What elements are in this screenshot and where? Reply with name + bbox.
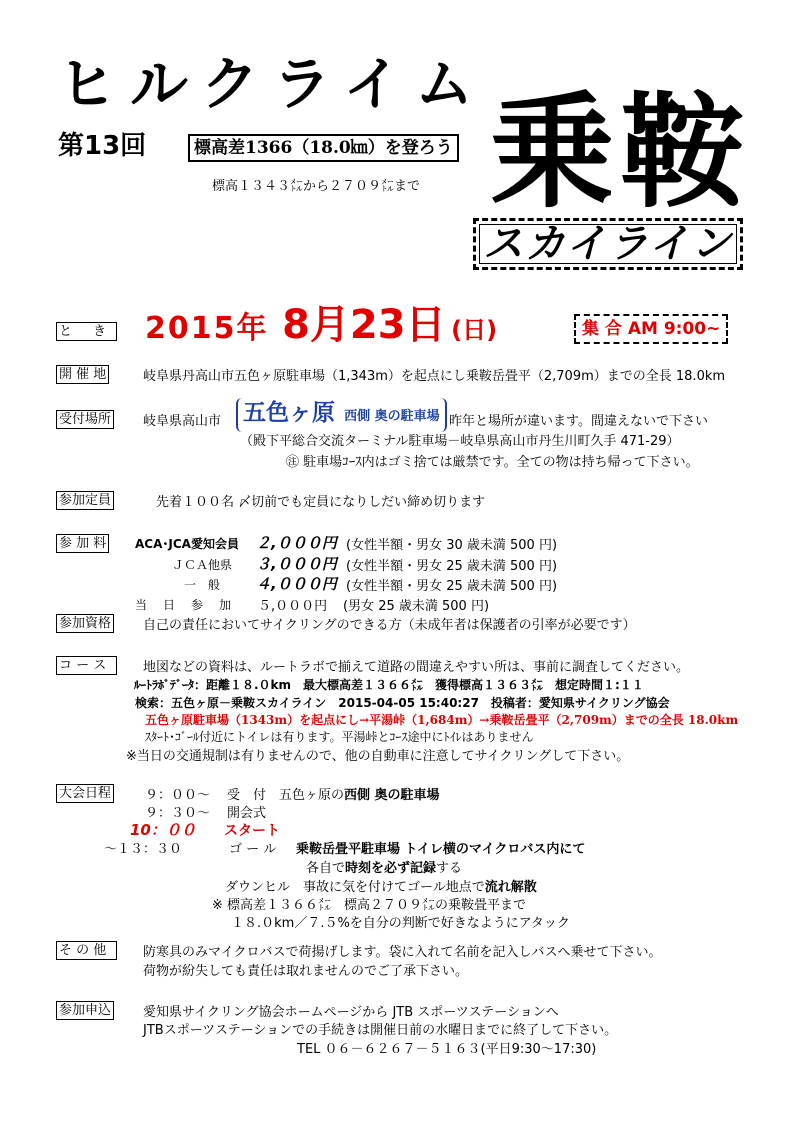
course-line-4: 五色ヶ原駐車場（1343m）を起点にし→平湯峠（1,684m）→乗鞍岳畳平（2,709m）までの全長 18.0km xyxy=(145,713,739,727)
section-label-course: コ ー ス xyxy=(56,656,117,675)
attack-note-2: １８.０km／７.５%を自分の判断で好きなようにアタック xyxy=(231,916,570,931)
capacity-text: 先着１００名 〆切前でも定員になりしだい締め切ります xyxy=(156,495,486,510)
course-line-3: 検索：五色ヶ原－乗鞍スカイライン 2015-04-05 15:40:27 投稿者：愛知県サイクリング協会 xyxy=(135,696,670,710)
downhill-note xyxy=(225,876,537,895)
schedule-text-1 xyxy=(227,784,440,803)
apply-line-2: JTBスポーツステーションでの手続きは開催日前の水曜日までに終了して下さい。 xyxy=(143,1023,618,1038)
schedule-text-2: 開会式 xyxy=(227,806,267,821)
event-date xyxy=(145,303,497,355)
other-line-1: 防寒具のみマイクロバスで荷揚げします。袋に入れて名前を記入しバスへ乗せて下さい。 xyxy=(143,945,662,960)
record-post: する xyxy=(436,861,463,876)
section-label-venue: 開 催 地 xyxy=(56,365,109,384)
reception-place-big: 五色ヶ原 xyxy=(243,400,335,426)
section-label-capacity: 参加定員 xyxy=(56,491,114,510)
subtitle-text: スカイライン xyxy=(483,221,733,267)
schedule-reception: 受 付 五色ヶ原の xyxy=(227,788,345,803)
apply-tel: TEL ０６－６２６７－５１６３(平日9:30～17:30) xyxy=(297,1042,597,1057)
downhill-bold: 流れ解散 xyxy=(484,880,537,895)
other-line-2: 荷物が紛失しても責任は取れませんのでご了承下さい。 xyxy=(143,964,469,979)
main-title: ヒルクライム xyxy=(58,50,488,118)
fee-cat-3: 一 般 xyxy=(184,578,221,592)
goal-place: 乗鞍岳畳平駐車場 トイレ横のマイクロバス内にて xyxy=(296,842,586,857)
elevation-note: 標高１３４３㍍から２７０９㍍まで xyxy=(212,179,421,194)
schedule-time-2: ９：３０～ xyxy=(145,806,211,821)
reception-note: ㊟ 駐車場ｺｰｽ内はゴミ捨ては厳禁です。全ての物は持ち帰って下さい。 xyxy=(286,455,699,470)
reception-pre: 岐阜県高山市 xyxy=(143,414,222,429)
goal-label: ゴ ー ル xyxy=(229,842,277,857)
event-weekday: (日) xyxy=(451,316,498,344)
attack-note-1: ※ 標高差１３６６㍍ 標高２７０９㍍の乗鞍畳平まで xyxy=(212,898,527,913)
course-line-2: ﾙｰﾄﾗﾎﾞﾃﾞｰﾀ：距離１８.０km 最大標高差１３６６㍍ 獲得標高１３６３㍍ 想定時間１:１１ xyxy=(134,678,644,692)
subtitle-banner xyxy=(473,218,743,270)
reception-place-box xyxy=(236,398,447,432)
fee-price-sameday: ５,０００円 xyxy=(258,599,328,614)
fee-note-sameday: (男女 25 歳未満 500 円) xyxy=(343,599,490,614)
record-pre: 各自で xyxy=(306,861,346,876)
fee-price-2: ３,０００円 xyxy=(256,555,337,573)
downhill-pre: ダウンヒル 事故に気を付けてゴール地点で xyxy=(225,880,485,895)
big-title: 乗鞍 xyxy=(490,81,751,225)
assembly-time: 集 合 AM 9:00~ xyxy=(574,314,728,344)
fee-price-3: ４,０００円 xyxy=(256,575,337,593)
eligibility-text: 自己の責任においてサイクリングのできる方（未成年者は保護者の引率が必要です） xyxy=(143,618,636,633)
reception-warning: 昨年と場所が違います。間違えないで下さい xyxy=(449,414,708,429)
goal-time: ～１３：３０ xyxy=(104,842,183,857)
section-label-reception: 受付場所 xyxy=(56,410,114,429)
section-label-eligibility: 参加資格 xyxy=(56,614,114,633)
record-note xyxy=(306,857,462,876)
apply-line-1: 愛知県サイクリング協会ホームページから JTB スポーツステーションへ xyxy=(143,1005,559,1020)
fee-cat-2: ＪＣＡ他県 xyxy=(172,558,233,572)
start-time: 10：００ xyxy=(130,821,196,839)
venue-text: 岐阜県丹高山市五色ヶ原駐車場（1,343m）を起点にし乗鞍岳畳平（2,709m）までの全長 18.0km xyxy=(143,369,726,384)
start-label: スタート xyxy=(224,823,280,839)
section-label-date: と き xyxy=(56,322,117,341)
edition-label: 第13回 xyxy=(58,131,147,161)
fee-note-3: (女性半額・男女 25 歳未満 500 円) xyxy=(346,579,558,594)
fee-cat-sameday: 当 日 参 加 xyxy=(135,598,234,612)
course-line-5: ｽﾀｰﾄ･ｺﾞｰﾙ付近にトイレは有ります。平湯峠とｺｰｽ途中にﾄｲﾚはありません xyxy=(145,730,534,744)
event-year: 2015年 xyxy=(145,311,269,346)
reception-address: （殿下平総合交流ターミナル駐車場－岐阜県高山市丹生川町久手 471-29） xyxy=(240,434,680,449)
fee-price-1: ２,０００円 xyxy=(256,534,337,552)
schedule-reception-place: 西側 奥の駐車場 xyxy=(344,788,440,803)
fee-cat-1: ACA･JCA愛知会員 xyxy=(135,537,239,551)
fee-note-1: (女性半額・男女 30 歳未満 500 円) xyxy=(346,538,558,553)
section-label-fees: 参 加 料 xyxy=(56,534,109,553)
schedule-time-1: ９：００～ xyxy=(145,788,211,803)
reception-place-small: 西側 奥の駐車場 xyxy=(344,409,440,424)
section-label-apply: 参加申込 xyxy=(56,1001,114,1020)
fee-note-2: (女性半額・男女 25 歳未満 500 円) xyxy=(346,559,558,574)
section-label-other: そ の 他 xyxy=(56,941,117,960)
section-label-schedule: 大会日程 xyxy=(56,784,114,803)
tagline-box: 標高差1366（18.0㎞）を登ろう xyxy=(188,134,459,162)
event-day: 8月23日 xyxy=(282,302,446,348)
record-bold: 時刻を必ず記録 xyxy=(345,861,437,876)
course-line-6: ※当日の交通規制は有りませんので、他の自動車に注意してサイクリングして下さい。 xyxy=(126,749,630,764)
course-line-1: 地図などの資料は、ルートラボで揃えて道路の間違えやすい所は、事前に調査してください。 xyxy=(143,660,690,675)
